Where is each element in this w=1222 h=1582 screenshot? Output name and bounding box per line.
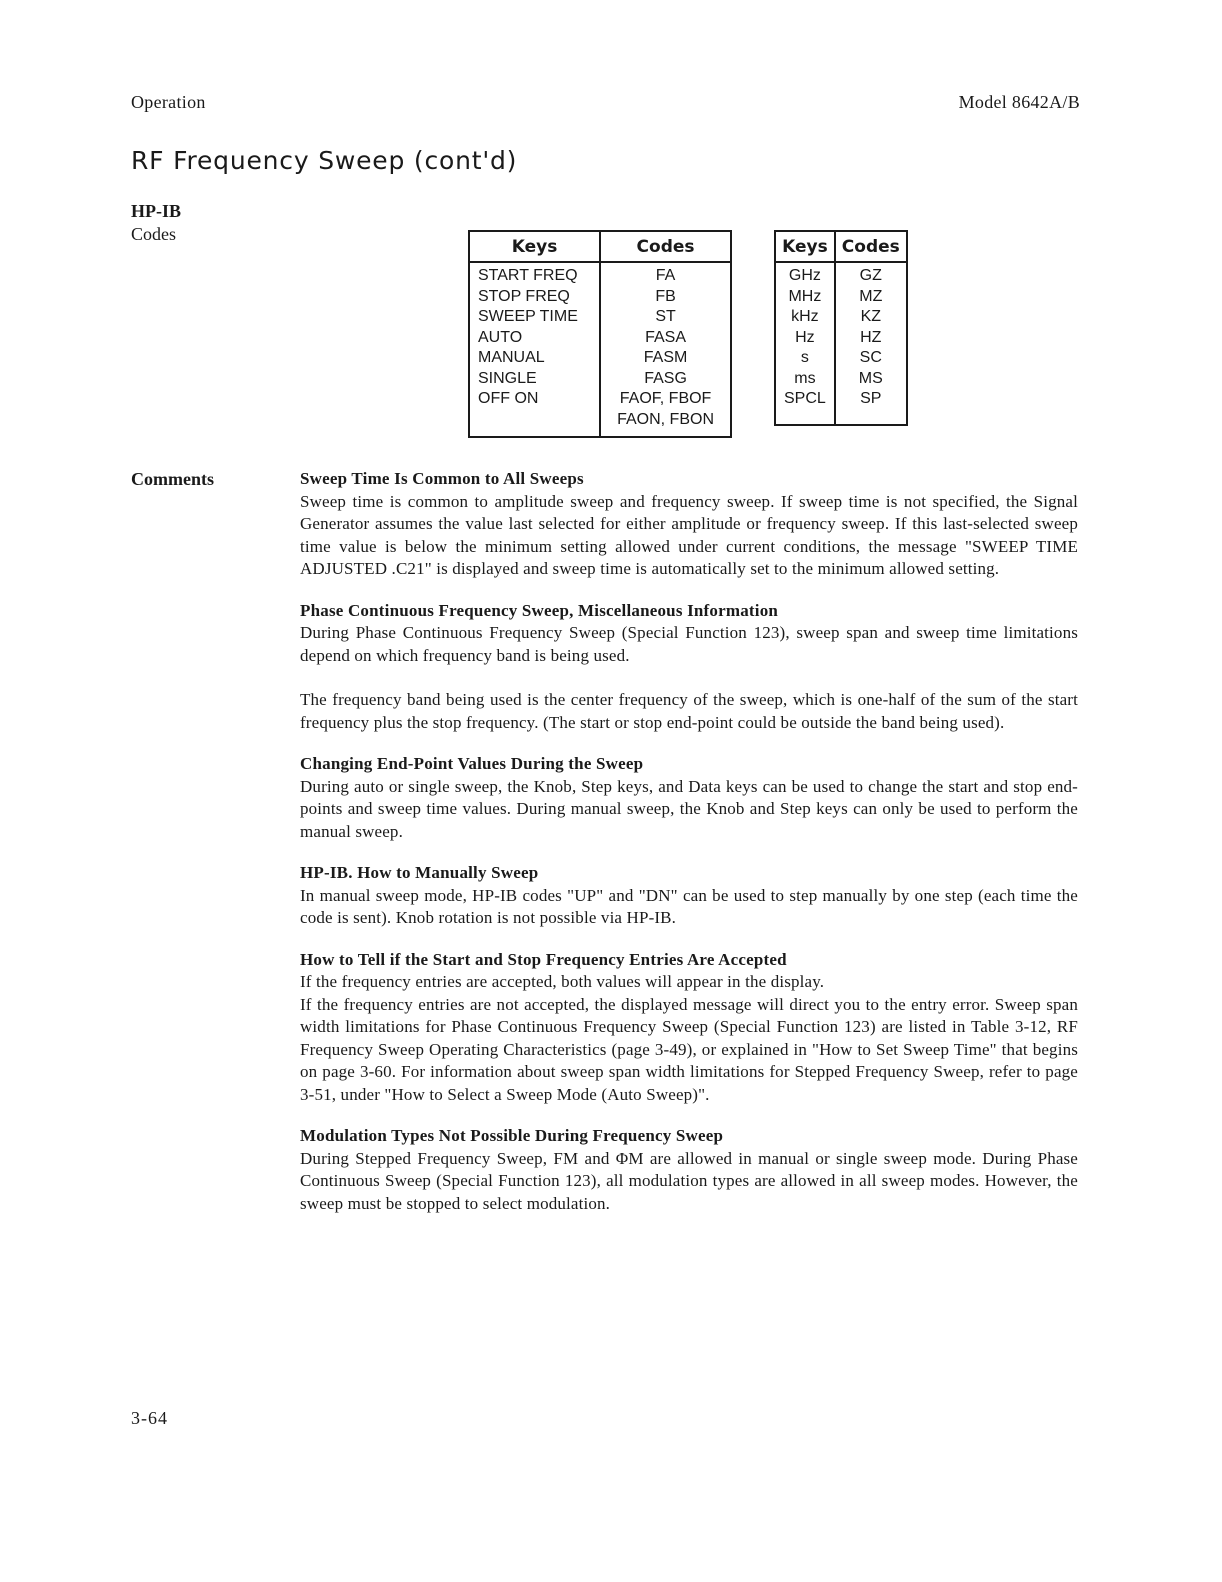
section-heading: Phase Continuous Frequency Sweep, Miscellaneous Information [300,600,779,620]
section-paragraph: In manual sweep mode, HP-IB codes "UP" and "DN" can be used to step manually by one step (each time the code is sent). Knob rotation is not possible via HP-IB. [300,885,1078,927]
table2-key: MHz [788,287,822,305]
comments-label: Comments [131,469,214,489]
table1-code: FAOF, FBOF [619,390,712,407]
table1-codes-column [600,262,731,437]
table1-key: START FREQ [478,267,578,284]
table2-codes-column [835,262,907,425]
table2-key: Hz [795,328,815,346]
table1-code: FAON, FBON [617,410,714,428]
table2-code: MZ [859,287,883,305]
table1-code: FA [655,267,676,284]
section-paragraph: During Phase Continuous Frequency Sweep (Special Function 123), sweep span and sweep time limitations depend on which frequency band is being used. [300,623,1078,665]
table1-code: FASA [645,328,686,346]
unit-codes-table [774,230,908,426]
comments-body [300,468,1078,1234]
table2-key: kHz [791,308,819,325]
section-heading: Modulation Types Not Possible During Frequency Sweep [300,1126,724,1145]
section-heading: HP-IB. How to Manually Sweep [300,863,539,882]
table1-key: SINGLE [478,369,537,387]
section-paragraph: Sweep time is common to amplitude sweep and frequency sweep. If sweep time is not specified, the Signal Generator assumes the value last selected for either amplitude or frequency sweep. If this last-selected sweep time value is below the minimum setting allowed under current conditions, the message "SWEEP TIME ADJUSTED .C21" is displayed and sweep time is automatically set to the minimum allowed setting. [300,491,1078,578]
table1-code: FASM [643,349,688,366]
comment-section-end-point [300,753,1078,843]
table2-code: KZ [860,308,882,325]
hpib-label-line2: Codes [131,224,176,244]
table1-keys-column [469,262,600,437]
table2-header-codes: Codes [835,231,907,262]
table2-key: ms [794,369,816,387]
comment-section-entries-accepted [300,949,1078,1107]
table2-code: SC [859,349,882,366]
table1-code: FASG [644,369,687,387]
comment-section-manual-sweep [300,862,1078,930]
table2-header-keys: Keys [775,231,835,262]
comment-section-modulation-types [300,1125,1078,1215]
table1-header-keys: Keys [469,231,600,262]
table1-key: AUTO [478,328,523,346]
table1-key: MANUAL [478,349,545,366]
table1-header-codes: Codes [600,231,731,262]
page-number: 3-64 [131,1408,168,1428]
table1-key: STOP FREQ [478,287,570,305]
table2-code: SP [860,390,882,407]
table1-key: OFF ON [478,390,539,407]
function-codes-table [468,230,732,438]
hpib-codes-label [131,200,181,246]
hpib-label-line1: HP-IB [131,201,182,221]
table2-key: GHz [788,267,821,284]
section-heading: How to Tell if the Start and Stop Frequency Entries Are Accepted [300,949,787,969]
section-paragraph: If the frequency entries are accepted, both values will appear in the display. [300,972,825,991]
table2-code: GZ [859,267,882,284]
page-title: RF Frequency Sweep (cont'd) [131,146,518,175]
section-heading: Sweep Time Is Common to All Sweeps [300,469,584,488]
section-paragraph: The frequency band being used is the center frequency of the sweep, which is one-half of the sum of the start frequency plus the stop frequency. (The start or stop end-point could be outside the band being used). [300,690,1078,732]
comment-section-phase-continuous [300,600,1078,735]
table1-code: ST [655,308,676,325]
section-paragraph: During auto or single sweep, the Knob, Step keys, and Data keys can be used to change the start and stop end-points and sweep time values. During manual sweep, the Knob and Step keys can only be used to perform the manual sweep. [300,776,1078,841]
table2-keys-column [775,262,835,425]
comment-section-sweep-time [300,468,1078,581]
header-section-label: Operation [131,92,206,112]
section-paragraph: During Stepped Frequency Sweep, FM and ΦM are allowed in manual or single sweep mode. During Phase Continuous Sweep (Special Function 123), all modulation types are allowed in all sweep modes. However, the sweep must be stopped to select modulation. [300,1148,1078,1213]
table2-code: HZ [860,328,882,346]
table2-key: s [800,349,809,366]
table2-key: SPCL [784,390,826,407]
table1-code: FB [655,287,676,305]
section-heading: Changing End-Point Values During the Sweep [300,754,644,773]
header-model-label: Model 8642A/B [958,92,1080,112]
table2-code: MS [858,369,883,387]
section-paragraph: If the frequency entries are not accepted, the displayed message will direct you to the entry error. Sweep span width limitations for Phase Continuous Frequency Sweep (Special Function 123) are listed in Table 3-12, RF Frequency Sweep Operating Characteristics (page 3-49), or explained in "How to Set Sweep Time" that begins on page 3-60. For information about sweep span width limitations for Stepped Frequency Sweep, refer to page 3-51, under "How to Select a Sweep Mode (Auto Sweep)". [300,994,1078,1104]
table1-key: SWEEP TIME [478,308,578,325]
